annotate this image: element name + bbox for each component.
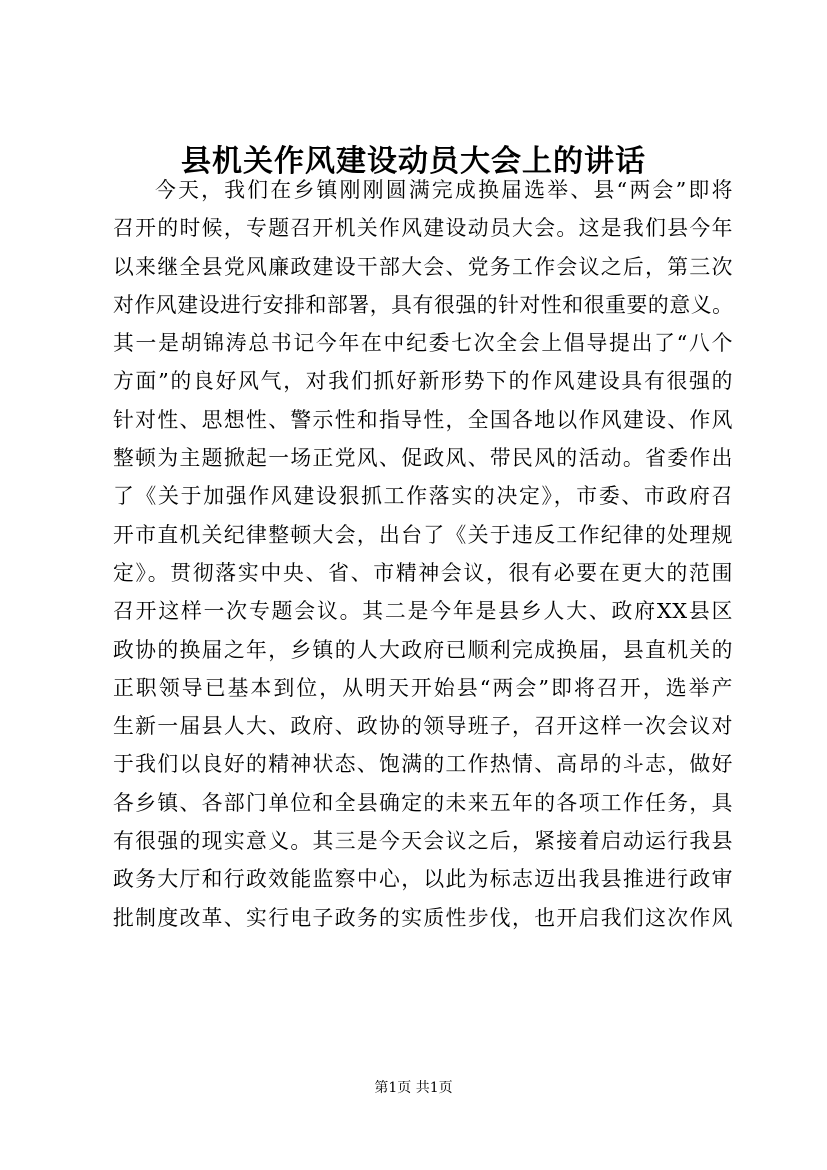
text-line: 正职领导已基本到位，从明天开始县“两会”即将召开，选举产 <box>113 675 733 700</box>
text-line: 定》。贯彻落实中央、省、市精神会议，很有必要在更大的范围 <box>113 560 733 585</box>
text-line: 开市直机关纪律整顿大会，出台了《关于违反工作纪律的处理规 <box>113 522 733 547</box>
text-line: 于我们以良好的精神状态、饱满的工作热情、高昂的斗志，做好 <box>113 752 733 777</box>
text-line: 对作风建设进行安排和部署，具有很强的针对性和很重要的意义。 <box>113 292 734 317</box>
text-line: 政务大厅和行政效能监察中心，以此为标志迈出我县推进行政审 <box>113 867 733 892</box>
text-line: 其一是胡锦涛总书记今年在中纪委七次全会上倡导提出了“八个 <box>113 331 733 356</box>
text-line: 召开这样一次专题会议。其二是今年是县乡人大、政府XX县区 <box>113 599 733 624</box>
text-line: 政协的换届之年，乡镇的人大政府已顺利完成换届，县直机关的 <box>113 637 733 662</box>
text-line: 今天，我们在乡镇刚刚圆满完成换届选举、县“两会”即将 <box>155 178 733 202</box>
text-line: 批制度改革、实行电子政务的实质性步伐，也开启我们这次作风 <box>113 905 733 930</box>
text-line: 召开的时候，专题召开机关作风建设动员大会。这是我们县今年 <box>113 216 733 241</box>
text-line: 针对性、思想性、警示性和指导性，全国各地以作风建设、作风 <box>113 407 733 432</box>
text-line: 各乡镇、各部门单位和全县确定的未来五年的各项工作任务，具 <box>113 790 733 815</box>
document-title: 县机关作风建设动员大会上的讲话 <box>181 144 646 179</box>
text-line: 以来继全县党风廉政建设干部大会、党务工作会议之后，第三次 <box>113 254 733 279</box>
text-line: 方面”的良好风气，对我们抓好新形势下的作风建设具有很强的 <box>113 369 733 394</box>
text-line: 了《关于加强作风建设狠抓工作落实的决定》，市委、市政府召 <box>113 484 733 509</box>
text-line: 整顿为主题掀起一场正党风、促政风、带民风的活动。省委作出 <box>113 446 733 471</box>
text-line: 有很强的现实意义。其三是今天会议之后，紧接着启动运行我县 <box>113 829 733 854</box>
body-paragraph <box>113 171 733 937</box>
page-number-footer: 第1页 共1页 <box>374 1080 453 1096</box>
text-line: 生新一届县人大、政府、政协的领导班子，召开这样一次会议对 <box>113 714 733 739</box>
